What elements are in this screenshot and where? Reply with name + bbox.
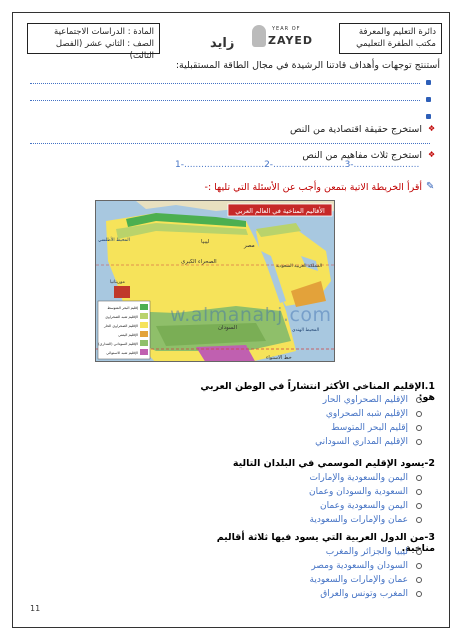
portrait-icon [252,25,266,47]
subject-box [27,23,160,61]
energy-prompt: أستنتج توجهات وأهداف قادتنا الرشيدة في مجال الطاقة المستقبلية: [175,60,440,71]
option-label: اليمن والسعودية والإمارات [309,473,408,483]
option-label: السعودية والسودان وعمان [309,487,408,497]
question-3-title: 3-من الدول العربية التي يسود فيها ثلاثة أقاليم مناخية. [216,532,435,554]
option-label: عمان والإمارات والسعودية [309,575,408,585]
label-mauritania: موريتانيا [110,280,125,285]
radio-icon[interactable] [416,517,422,523]
logo-english-text: ZAYED [268,34,314,47]
q3-option-3[interactable] [222,575,422,585]
legend-item: الإقليم شبه الاستوائي [106,351,138,355]
climate-map [95,200,335,362]
label-indian-ocean: المحيط الهندي [292,328,320,333]
page-number: 11 [30,604,41,613]
label-libya: ليبيا [201,239,210,245]
q2-option-2[interactable] [222,487,422,497]
q3-option-1[interactable] [222,547,422,557]
option-label: الإقليم شبه الصحراوي [325,409,408,419]
legend-item: الإقليم السوداني (المداري) [98,342,138,346]
bullet-icon [426,114,431,119]
diamond-bullet-icon: ❖ [428,150,436,159]
radio-icon[interactable] [416,591,422,597]
label-equator: خط الاستواء [266,355,292,361]
label-sudan: السودان [218,325,237,331]
department-name: دائرة التعليم والمعرفة [358,27,436,37]
map-graphic [96,201,335,362]
watermark-text: w.almanahj.com [170,304,332,326]
radio-icon[interactable] [416,549,422,555]
radio-icon[interactable] [416,425,422,431]
map-instruction: أقرأ الخريطة الاتية بتمعن وأجب عن الأسئلة التي تليها :- [204,182,422,193]
diamond-bullet-icon: ❖ [428,124,436,133]
grade-label: الصف : الثاني عشر (الفصل الثالث) [55,39,154,61]
legend-item: الإقليم الصحراوي الحار [103,324,138,328]
map-legend [98,301,150,359]
task-economic-fact: استخرج حقيقة اقتصادية من النص [289,124,422,135]
book-icon: ✎ [426,181,435,192]
radio-icon[interactable] [416,411,422,417]
answer-line-1[interactable] [30,83,420,84]
question-1-title: 1.الإقليم المناخي الأكثر انتشاراً في الوطن العربي هو: [200,381,435,403]
radio-icon[interactable] [416,563,422,569]
year-of-zayed-logo [210,22,330,58]
q3-option-4[interactable] [222,589,422,599]
option-label: الإقليم المداري السوداني [315,437,408,447]
option-label: المغرب وتونس والعراق [320,589,408,599]
office-name: مكتب الطفرة التعليمي [356,39,436,49]
question-2-title: 2-يسود الإقليم الموسمي في البلدان التالية [232,458,435,469]
radio-icon[interactable] [416,577,422,583]
logo-year-text: YEAR OF [272,26,301,32]
legend-item: إقليم البحر المتوسط [107,306,138,310]
subject-label: المادة : الدراسات الاجتماعية [54,27,154,37]
option-label: السودان والسعودية ومصر [311,561,408,571]
q1-option-4[interactable] [222,437,422,447]
bullet-icon [426,80,431,85]
legend-item: الإقليم شبه الصحراوي [105,315,138,319]
answer-line-2[interactable] [30,100,420,101]
task-three-concepts: استخرج ثلاث مفاهيم من النص [302,150,422,161]
label-arabia: المملكة العربية السعودية [276,264,323,269]
label-egypt: مصر [244,243,255,249]
label-atlantic: المحيط الأطلسي [98,238,130,243]
q1-option-3[interactable] [222,423,422,433]
option-label: إقليم البحر المتوسط [331,423,408,433]
q2-option-1[interactable] [222,473,422,483]
option-label: اليمن والسعودية وعمان [320,501,408,511]
option-label: ليبيا والجزائر والمغرب [325,547,408,557]
q1-option-2[interactable] [222,409,422,419]
q3-option-2[interactable] [222,561,422,571]
radio-icon[interactable] [416,489,422,495]
radio-icon[interactable] [416,397,422,403]
concepts-answer-line[interactable]: 1-............................2-.........................3-....................... [175,160,420,170]
legend-item: الإقليم اليمني [118,333,138,337]
option-label: عمان والإمارات والسعودية [309,515,408,525]
q2-option-4[interactable] [222,515,422,525]
option-label: الإقليم الصحراوي الحار [322,395,408,405]
q1-option-1[interactable] [222,395,422,405]
department-box [339,23,442,54]
radio-icon[interactable] [416,503,422,509]
radio-icon[interactable] [416,439,422,445]
radio-icon[interactable] [416,475,422,481]
logo-arabic-text: زايد [210,36,235,51]
q2-option-3[interactable] [222,501,422,511]
bullet-icon [426,97,431,102]
label-sahara: الصحراء الكبرى [181,259,217,265]
map-title: الأقاليم المناخية في العالم العربي [235,207,325,215]
answer-line-3[interactable] [30,143,430,144]
